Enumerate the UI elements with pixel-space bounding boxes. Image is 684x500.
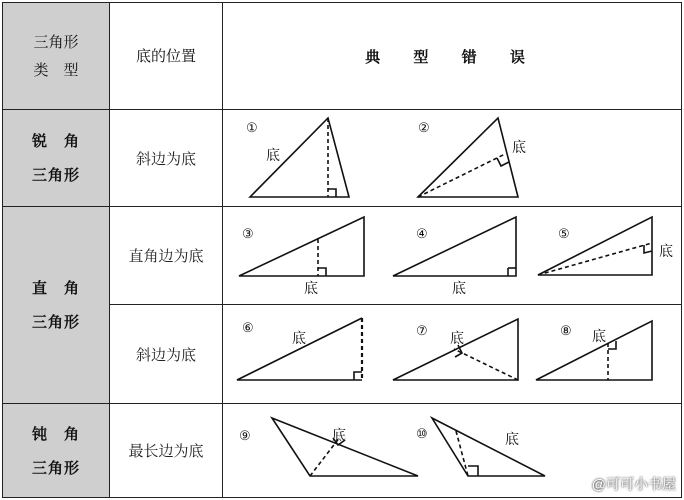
type-right-line2: 三角形 xyxy=(31,313,80,331)
figure-5-base-label: 底 xyxy=(659,244,673,260)
errors-right-leg xyxy=(222,206,682,305)
header-type-line2: 类 型 xyxy=(33,61,79,79)
figure-4-number: ④ xyxy=(416,227,428,242)
base-right-hyp-label: 斜边为底 xyxy=(135,345,196,364)
errors-right-hyp xyxy=(222,304,682,404)
header-typical-errors xyxy=(222,2,682,110)
figure-9-base-label: 底 xyxy=(332,428,346,444)
figure-6-number: ⑥ xyxy=(242,321,254,336)
figure-7-number: ⑦ xyxy=(416,324,428,339)
figure-8-number: ⑧ xyxy=(560,324,572,339)
figure-2-base-label: 底 xyxy=(512,140,526,156)
base-acute-label: 斜边为底 xyxy=(135,149,196,168)
figure-8-base-label: 底 xyxy=(592,329,606,345)
figure-2-number: ② xyxy=(418,121,430,136)
base-acute xyxy=(109,109,223,207)
figure-6-base-label: 底 xyxy=(292,331,306,347)
type-acute-line2: 三角形 xyxy=(31,166,80,184)
header-base-label: 底的位置 xyxy=(135,47,196,65)
type-right xyxy=(2,206,110,404)
figure-9-number: ⑨ xyxy=(239,429,251,444)
type-obtuse-line1: 钝 角 xyxy=(31,424,80,443)
figure-10-number: ⑩ xyxy=(416,427,428,442)
type-right-line1: 直 角 xyxy=(31,279,80,297)
figure-7-base-label: 底 xyxy=(450,331,464,347)
watermark: @可可小书屋 xyxy=(591,476,676,492)
figure-5-number: ⑤ xyxy=(558,227,570,242)
figure-10-base-label: 底 xyxy=(505,432,519,448)
figure-1-base-label: 底 xyxy=(266,148,280,164)
header-base-position xyxy=(109,2,223,110)
type-obtuse-line2: 三角形 xyxy=(31,458,80,477)
figure-1-number: ① xyxy=(246,121,258,136)
header-type-line1: 三角形 xyxy=(33,33,79,51)
type-acute xyxy=(2,109,110,207)
figure-3-base-label: 底 xyxy=(304,281,318,297)
type-obtuse xyxy=(2,403,110,498)
base-right-leg xyxy=(109,206,223,305)
errors-acute xyxy=(222,109,682,207)
type-acute-line1: 锐 角 xyxy=(31,132,80,150)
base-obtuse-label: 最长边为底 xyxy=(128,442,204,460)
header-triangle-type xyxy=(2,2,110,110)
figure-4-base-label: 底 xyxy=(452,281,466,297)
figure-3-number: ③ xyxy=(242,227,254,242)
base-right-leg-label: 直角边为底 xyxy=(128,247,204,265)
header-errors-label: 典 型 错 误 xyxy=(365,47,539,66)
base-obtuse xyxy=(109,403,223,498)
base-right-hyp xyxy=(109,304,223,404)
